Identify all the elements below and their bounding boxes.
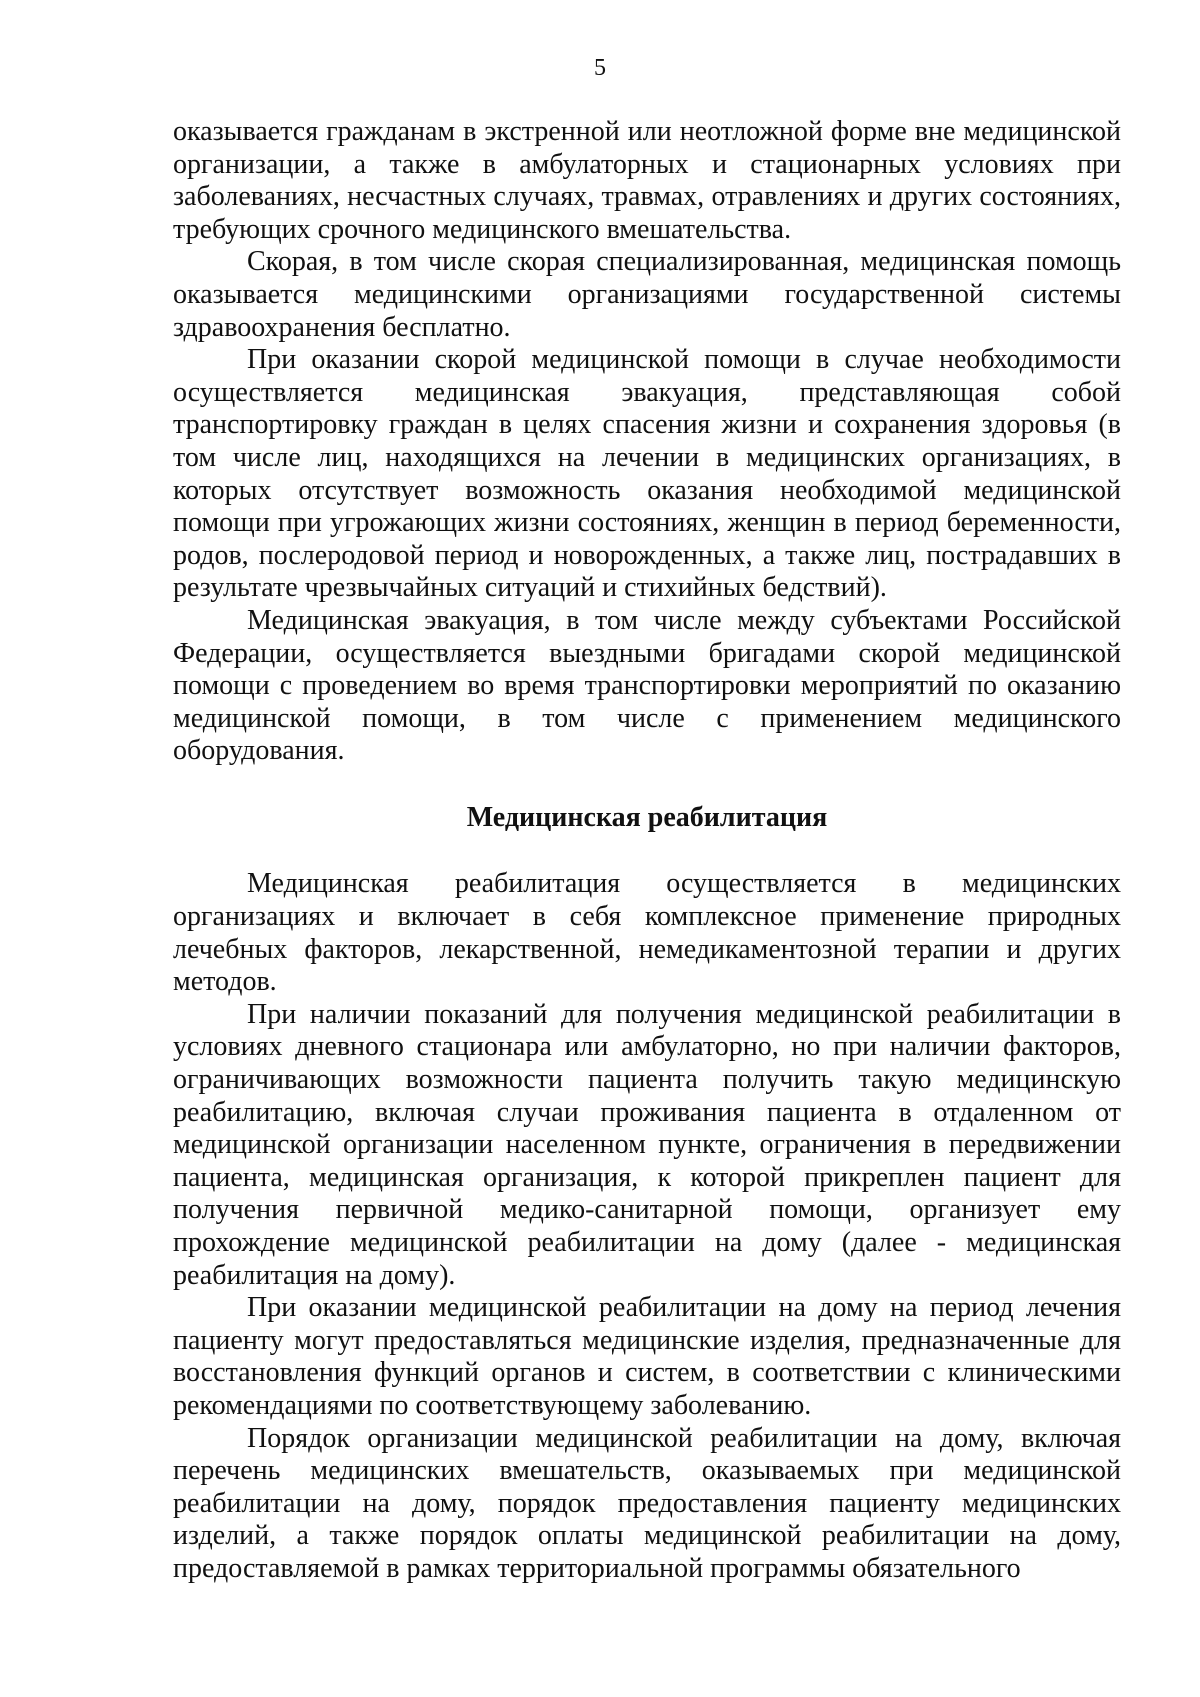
document-body	[173, 116, 1121, 1586]
paragraph: Скорая, в том числе скорая специализированная, медицинская помощь оказывается медицинскими организациями государственной системы здравоохранения бесплатно.	[173, 246, 1121, 343]
page-number: 5	[594, 55, 606, 81]
section-heading: Медицинская реабилитация	[466, 801, 828, 833]
paragraph: При наличии показаний для получения медицинской реабилитации в условиях дневного стационара или амбулаторно, но при наличии факторов, ограничивающих возможности пациента получить такую медицинскую реабилитацию, включая случаи проживания пациента в отдаленном от медицинской организации населенном пункте, ограничения в передвижении пациента, медицинская организация, к которой прикреплен пациент для получения первичной медико-санитарной помощи, организует ему прохождение медицинской реабилитации на дому (далее - медицинская реабилитация на дому).	[173, 998, 1121, 1291]
paragraph: При оказании скорой медицинской помощи в случае необходимости осуществляется медицинская эвакуация, представляющая собой транспортировку граждан в целях спасения жизни и сохранения здоровья (в том числе лиц, находящихся на лечении в медицинских организациях, в которых отсутствует возможность оказания необходимой медицинской помощи при угрожающих жизни состояниях, женщин в период беременности, родов, послеродовой период и новорожденных, а также лиц, пострадавших в результате чрезвычайных ситуаций и стихийных бедствий).	[173, 344, 1121, 604]
paragraph: Медицинская реабилитация осуществляется в медицинских организациях и включает в себя комплексное применение природных лечебных факторов, лекарственной, немедикаментозной терапии и других методов.	[173, 868, 1121, 998]
paragraph: Порядок организации медицинской реабилитации на дому, включая перечень медицинских вмешательств, оказываемых при медицинской реабилитации на дому, порядок предоставления пациенту медицинских изделий, а также порядок оплаты медицинской реабилитации на дому, предоставляемой в рамках территориальной программы обязательного	[173, 1422, 1121, 1584]
paragraph-continuation: оказывается гражданам в экстренной или неотложной форме вне медицинской организации, а также в амбулаторных и стационарных условиях при заболеваниях, несчастных случаях, травмах, отравлениях и других состояниях, требующих срочного медицинского вмешательства.	[173, 116, 1121, 245]
paragraph: При оказании медицинской реабилитации на дому на период лечения пациенту могут предоставляться медицинские изделия, предназначенные для восстановления функций органов и систем, в соответствии с клиническими рекомендациями по соответствующему заболеванию.	[173, 1292, 1121, 1421]
paragraph: Медицинская эвакуация, в том числе между субъектами Российской Федерации, осуществляется выездными бригадами скорой медицинской помощи с проведением во время транспортировки мероприятий по оказанию медицинской помощи, в том числе с применением медицинского оборудования.	[173, 604, 1121, 767]
